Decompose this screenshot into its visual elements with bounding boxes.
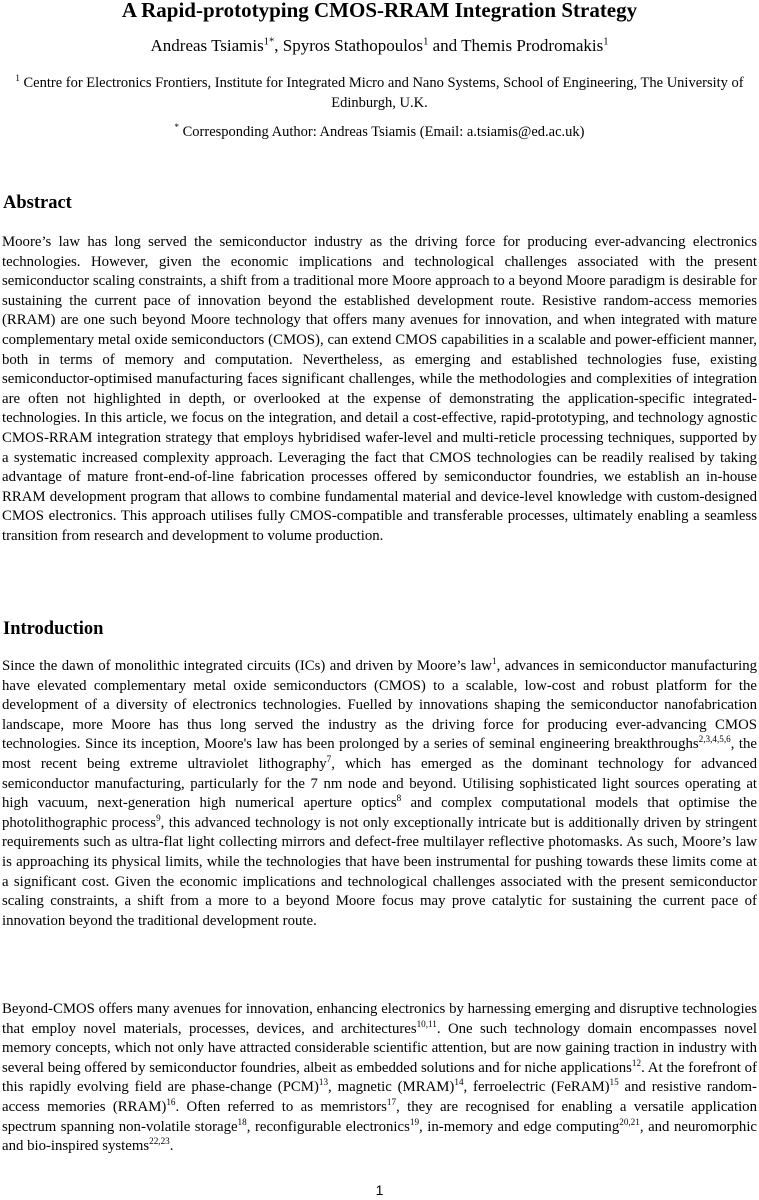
corresponding-text: Corresponding Author: Andreas Tsiamis (Email: a.tsiamis@ed.ac.uk) (178, 124, 585, 140)
text-run: , reconfigurable electronics (246, 1118, 410, 1135)
citation-superscript: 18 (237, 1116, 247, 1127)
text-run: , the most recent being extreme ultraviolet lithography (2, 736, 757, 772)
corresponding-mark: * (174, 122, 179, 133)
introduction-paragraph-1 (2, 657, 757, 931)
text-run: and complex computational models that optimise the photolithographic process (2, 795, 757, 831)
citation-superscript: 7 (326, 754, 332, 765)
text-run: , which has emerged as the dominant technology for advanced semiconductor manufacturing, particularly for the 7 nm node and beyond. Utilising sophisticated light sources operating at high vacuum, next-generation high numerical aperture optics (2, 755, 758, 812)
citation-superscript: 13 (318, 1077, 329, 1088)
text-run: , magnetic (MRAM) (328, 1079, 455, 1096)
text-run: , and neuromorphic and bio-inspired systems (2, 1118, 758, 1155)
citation-superscript: 19 (409, 1116, 420, 1127)
author-name: Spyros Stathopoulos (282, 36, 424, 55)
introduction-heading: Introduction (3, 619, 104, 639)
author-separator: and (428, 36, 462, 55)
citation-superscript: 16 (166, 1097, 176, 1108)
citation-superscript: 17 (386, 1097, 397, 1108)
text-run: Beyond-CMOS offers many avenues for innovation, enhancing electronics by harnessing emerging and disruptive technologies that employ novel materials, processes, devices, and architectures (2, 1001, 757, 1037)
citation-superscript: 15 (609, 1077, 619, 1088)
paper-title: A Rapid-prototyping CMOS-RRAM Integration Strategy (121, 0, 638, 22)
text-run: . One such technology domain encompasses novel memory concepts, which not only have attracted considerable scientific attention, but are now gaining traction in industry with several being offered by semiconductor foundries, albeit as embedded solutions and for niche applications (2, 1020, 757, 1076)
page-number: 1 (375, 1182, 384, 1198)
abstract-text: Moore’s law has long served the semiconductor industry as the driving force for producing ever-advancing electronics technologies. However, given the economic implications and technological challenges associated with the present semiconductor scaling constraints, a shift from a traditional more Moore approach to a beyond Moore paradigm is desirable for sustaining the current pace of innovation beyond the established development route. Resistive random-access memories (RRAM) are one such beyond Moore technology that offers many avenues for innovation, and when integrated with mature complementary metal oxide semiconductors (CMOS), can extend CMOS capabilities in a scalable and power-efficient manner, both in terms of memory and computation. Nevertheless, as emerging and established technologies fuse, existing semiconductor-optimised manufacturing faces significant challenges, while the methodologies and complexities of integration are often not highlighted in depth, or overlooked at the expense of demonstrating the application-specific integrated-technologies. In this article, we focus on the integration, and detail a cost-effective, rapid-prototyping, and technology agnostic CMOS-RRAM integration strategy that employs hybridised wafer-level and multi-reticle processing techniques, supported by a systematic increased complexity approach. Leveraging the fact that CMOS technologies can be readily realised by taking advantage of mature front-end-of-line fabrication processes offered by semiconductor foundries, we establish an in-house RRAM development program that allows to combine fundamental material and device-level knowledge with custom-designed CMOS electronics. This approach utilises fully CMOS-compatible and transferable processes, ultimately enabling a seamless transition from research and development to volume production. (2, 234, 757, 544)
text-run: . At the forefront of this rapidly evolving field are phase-change (PCM) (2, 1059, 758, 1096)
text-run: , advances in semiconductor manufacturing have elevated complementary metal oxide semiconductors (CMOS) to a scalable, low-cost and robust platform for the development of a diversity of electronics technologies. Fuelled by innovations shaping the semiconductor nanofabrication landscape, more Moore has thus long served the industry as the driving force for producing ever-advancing CMOS technologies. Since its inception, Moore's law has been prolonged by a series of seminal engineering breakthroughs (2, 658, 757, 753)
citation-superscript: 14 (454, 1077, 464, 1088)
author-name: Andreas Tsiamis (150, 36, 264, 55)
author-affiliation-mark: 1* (263, 36, 275, 48)
text-run: , in-memory and edge computing (419, 1118, 620, 1135)
text-run: , ferroelectric (FeRAM) (463, 1079, 610, 1096)
text-run: Since the dawn of monolithic integrated circuits (ICs) and driven by Moore’s law (2, 658, 492, 674)
text-run: , they are recognised for enabling a versatile application spectrum spanning non-volatile storage (2, 1098, 757, 1135)
author-affiliation-mark: 1 (423, 36, 429, 48)
citation-superscript: 22,23 (149, 1136, 170, 1147)
affiliation (4, 73, 755, 113)
author-separator: , (274, 36, 283, 55)
text-run: . Often referred to as memristors (175, 1098, 387, 1115)
citation-superscript: 10,11 (416, 1018, 437, 1029)
citation-superscript: 9 (156, 812, 161, 823)
author-list (0, 34, 759, 58)
abstract-heading: Abstract (3, 193, 72, 213)
text-run: . (169, 1138, 174, 1155)
citation-superscript: 1 (492, 656, 497, 667)
text-run: , this advanced technology is not only exceptionally intricate but is additionally driven by stringent requirements such as ultra-flat light collecting mirrors and defect-free multilayer reflective photomasks. As such, Moore’s law is approaching its physical limits, while the technologies that have been instrumental for pushing towards these limits come at a significant cost. Given the economic implications and technological challenges associated with the present semiconductor scaling constraints, a shift from a more to a beyond Moore focus may prove catalytic for sustaining the current pace of innovation beyond the traditional development route. (2, 814, 758, 929)
citation-superscript: 12 (631, 1057, 642, 1068)
affiliation-mark: 1 (15, 73, 20, 84)
citation-superscript: 8 (396, 793, 402, 804)
author-name: Themis Prodromakis (461, 36, 604, 55)
citation-superscript: 2,3,4,5,6 (698, 734, 731, 745)
corresponding-author (0, 122, 759, 142)
author-affiliation-mark: 1 (603, 36, 609, 48)
introduction-paragraph-2 (2, 1000, 757, 1157)
affiliation-text: Centre for Electronics Frontiers, Institute for Integrated Micro and Nano Systems, School of Engineering, The University of Edinburgh, U.K. (19, 75, 744, 111)
text-run: and resistive random-access memories (RRAM) (2, 1079, 757, 1115)
citation-superscript: 20,21 (619, 1116, 640, 1127)
